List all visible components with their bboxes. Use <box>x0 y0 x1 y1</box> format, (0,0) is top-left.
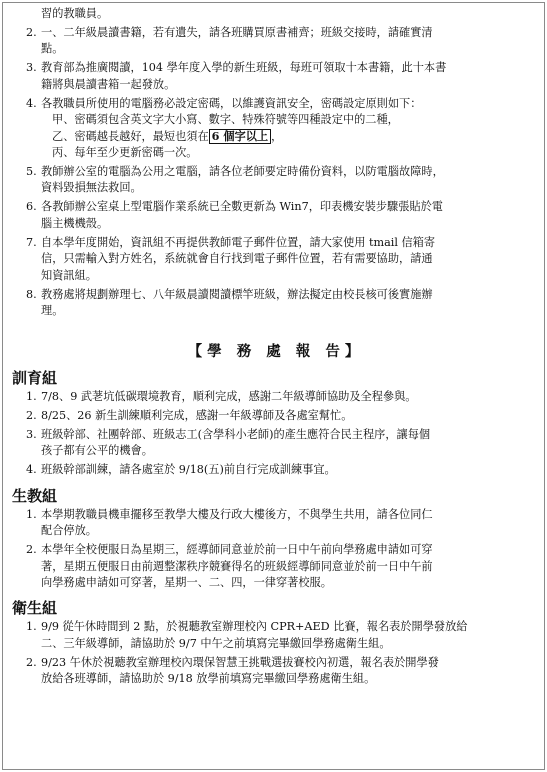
list-item-text-continued: 信，只需輸入對方姓名，系統就會自行找到電子郵件位置，若有需要協助，請通 <box>41 252 433 266</box>
list-item-number: 1. <box>26 507 37 521</box>
list-item-text-continued: 孩子都有公平的機會。 <box>41 444 153 458</box>
password-rule-a: 甲、密碼須包含英文字大小寫、數字、特殊符號等四種設定中的二種， <box>52 113 399 127</box>
list-item-text: 本學年全校便服日為星期三，經導師同意並於前一日中午前向學務處申請如可穿 <box>41 543 433 557</box>
list-item-text: 教務處將規劃辦理七、八年級晨讀閱讀標竿班級，辦法擬定由校長核可後實施辦 <box>41 287 433 301</box>
list-item-text-continued: 知資訊組。 <box>41 268 97 282</box>
list-item-number: 5. <box>26 165 37 179</box>
list-item-text: 教師辦公室的電腦為公用之電腦，請各位老師要定時備份資料，以防電腦故障時， <box>41 165 444 179</box>
list-item-text: 自本學年度開始，資訊組不再提供教師電子郵件位置，請大家使用 tmail 信箱寄 <box>41 235 436 249</box>
list-item <box>26 199 526 232</box>
list-item-number: 1. <box>26 389 37 403</box>
list-item-number: 4. <box>26 463 37 477</box>
section-discipline <box>12 486 526 592</box>
list-item-text-continued: 資料毀損無法救回。 <box>41 181 142 195</box>
list-item <box>26 542 526 591</box>
list-item-number: 1. <box>26 620 37 634</box>
list-item-text-continued: 籍將與晨讀書箱一起發放。 <box>41 77 176 91</box>
min-length-highlight: 6 個字以上 <box>209 129 271 144</box>
list-item <box>26 655 526 688</box>
list-item-text: 8/25、26 新生訓練順利完成，感謝一年級導師及各處室幫忙。 <box>41 408 353 422</box>
list-item-text-continued: 點。 <box>41 42 64 56</box>
list-item-text-continued: 配合停放。 <box>41 524 97 538</box>
list-item-text: 各教職員所使用的電腦務必設定密碼，以維護資訊安全，密碼設定原則如下： <box>41 96 422 110</box>
list-item-text-continued: 腦主機機殼。 <box>41 216 109 230</box>
password-rule-b <box>41 129 526 145</box>
list-item <box>26 164 526 197</box>
list-item <box>26 619 526 652</box>
section-health <box>12 599 526 687</box>
password-rule-c: 丙、每年至少更新密碼一次。 <box>52 146 198 160</box>
list-item-number: 7. <box>26 235 37 249</box>
list-item-number: 3. <box>26 427 37 441</box>
list-item <box>26 389 526 405</box>
list-item-number: 4. <box>26 96 37 110</box>
list-item-text: 習的教職員。 <box>41 7 109 20</box>
list-item <box>26 462 526 478</box>
list-item-text-continued: 理。 <box>41 304 64 318</box>
list-item-text: 教育部為推廣閱讀，104 學年度入學的新生班級，每班可領取十本書籍，此十本書 <box>41 61 447 75</box>
list-item-text-continued: 著，星期五便服日由前週整潔秩序競賽得名的班級經導師同意並於前一日中午前 <box>41 559 433 573</box>
list-item-number: 6. <box>26 200 37 214</box>
document-content <box>12 6 526 696</box>
list-item <box>26 427 526 460</box>
list-item-text: 7/8、9 武荖坑低碳環境教育，順利完成，感謝二年級導師協助及全程參與。 <box>41 389 417 403</box>
list-item <box>26 25 526 58</box>
list-item <box>26 60 526 93</box>
list-item-text-continued: 二、三年級導師，請協助於 9/7 中午之前填寫完畢繳回學務處衛生組。 <box>41 636 391 650</box>
section-heading: 生教組 <box>12 486 58 505</box>
section-heading: 訓育組 <box>12 368 58 387</box>
list-item-number: 3. <box>26 61 37 75</box>
list-item <box>26 96 526 162</box>
list-item <box>26 6 526 22</box>
list-item-text: 各教師辦公室桌上型電腦作業系統已全數更新為 Win7，印表機安裝步驟張貼於電 <box>41 200 443 214</box>
section-activities <box>12 368 526 479</box>
list-item <box>26 408 526 424</box>
list-item <box>26 287 526 320</box>
password-rule-b-text: 乙、密碼越長越好，最短也須在 <box>52 129 209 143</box>
list-item-text: 班級幹部、社團幹部、班級志工(含學科小老師)的產生應符合民主程序，讓每個 <box>41 427 431 441</box>
list-item-number: 2. <box>26 408 37 422</box>
list-item-text: 班級幹部訓練，請各處室於 9/18(五)前自行完成訓練事宜。 <box>41 463 336 477</box>
list-item-number: 8. <box>26 287 37 301</box>
list-item-number: 2. <box>26 26 37 39</box>
report-title: 【學 務 處 報 告】 <box>187 343 365 361</box>
list-item-text: 9/23 午休於視聽教室辦理校內環保智慧王挑戰選拔賽校內初選，報名表於開學發 <box>41 655 439 669</box>
list-item-text-continued: 向學務處申請如可穿著，星期一、二、四，一律穿著校服。 <box>41 575 332 589</box>
list-item-text: 9/9 從午休時間到 2 點，於視聽教室辦理校內 CPR+AED 比賽，報名表於開學發放給 <box>41 620 468 634</box>
list-item <box>26 235 526 284</box>
list-item-text: 本學期教職員機車擺移至教學大樓及行政大樓後方，不與學生共用，請各位同仁 <box>41 507 433 521</box>
list-item-number: 2. <box>26 543 37 557</box>
password-rule-b-punct: ， <box>271 129 283 143</box>
section-heading: 衛生組 <box>12 599 58 618</box>
list-item-number: 2. <box>26 655 37 669</box>
list-item-text-continued: 放給各班導師，請協助於 9/18 放學前填寫完畢繳回學務處衛生組。 <box>41 672 376 686</box>
list-item <box>26 507 526 540</box>
list-item-text: 一、二年級晨讀書籍，若有遺失，請各班購買原書補齊；班級交接時，請確實清 <box>41 26 433 39</box>
